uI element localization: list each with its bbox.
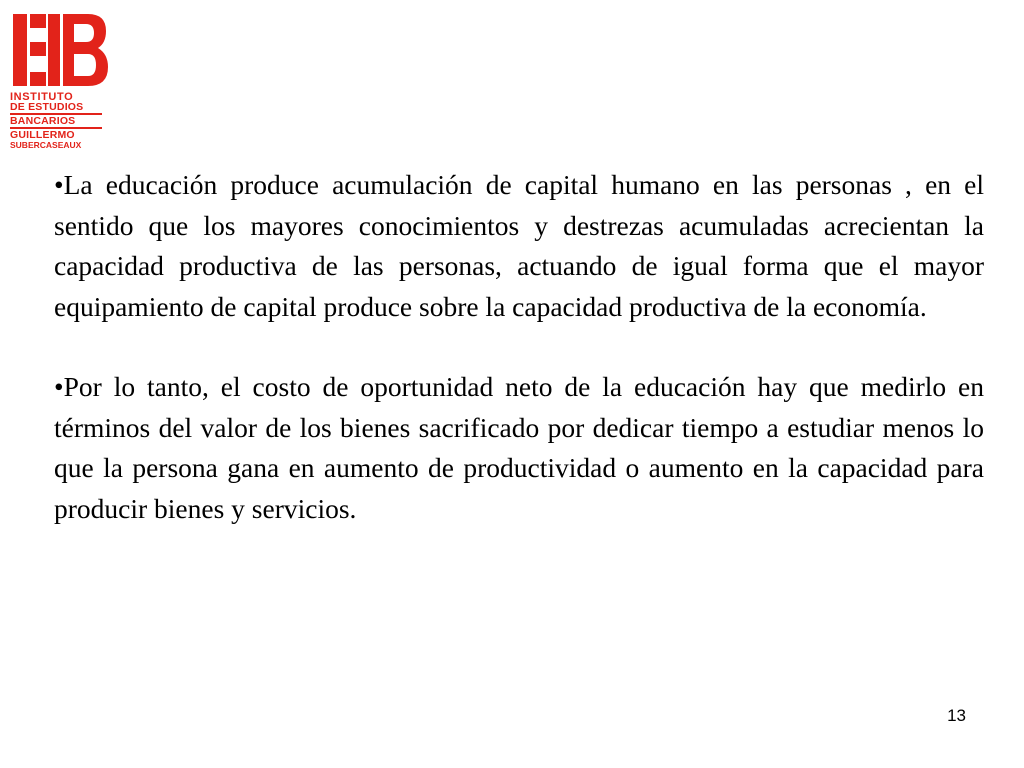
logo-line-5: SUBERCASEAUX: [10, 140, 82, 150]
logo-line-3: BANCARIOS: [10, 115, 76, 127]
bullet-paragraph-1: •La educación produce acumulación de capital humano en las personas , en el sentido que los mayores conocimientos y destrezas acumuladas acrecientan la capacidad productiva de las personas, actuando de igual forma que el mayor equipamiento de capital produce sobre la capacidad productiva de la economía.: [54, 169, 984, 322]
slide-body: [54, 165, 984, 569]
logo-line-4: GUILLERMO: [10, 129, 75, 141]
bullet-paragraph-2: •Por lo tanto, el costo de oportunidad neto de la educación hay que medirlo en términos del valor de los bienes sacrificado por dedicar tiempo a estudiar menos lo que la persona gana en aumento de productividad o aumento en la capacidad para producir bienes y servicios.: [54, 371, 984, 524]
logo-wordmark: [10, 92, 112, 150]
page-number: 13: [947, 706, 966, 725]
logo-line-2: DE ESTUDIOS: [10, 101, 84, 113]
logo-line-1: INSTITUTO: [10, 91, 74, 103]
ieb-logo-mark-icon: [10, 12, 110, 88]
institute-logo: [10, 12, 112, 150]
